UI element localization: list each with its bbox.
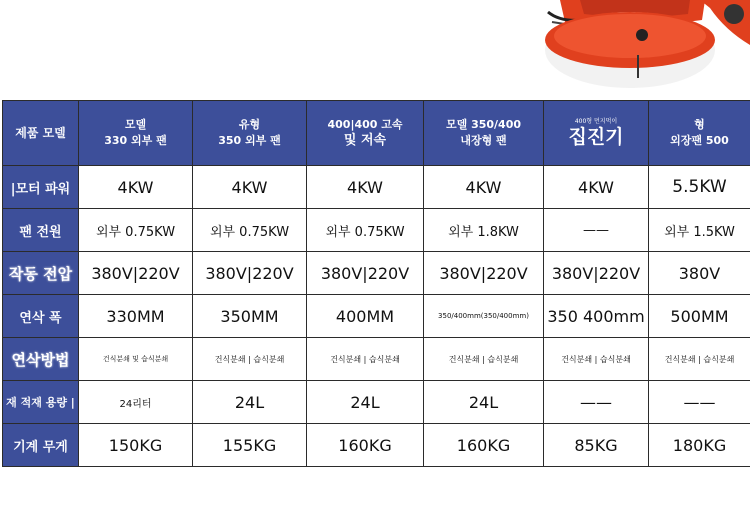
header-col-4-line2: 내장형 팬 xyxy=(460,134,507,147)
cell: 180KG xyxy=(649,424,750,467)
header-col-2-line2: 350 외부 팬 xyxy=(218,134,281,147)
cell: 160KG xyxy=(307,424,424,467)
header-col-4-line1: 모델 350/400 xyxy=(445,118,522,131)
header-corner: 제품 모델 xyxy=(3,101,79,166)
header-col-6-line1: 형 xyxy=(694,118,705,131)
spec-table xyxy=(2,100,750,467)
cell: 24L xyxy=(424,381,544,424)
header-col-4 xyxy=(424,101,544,166)
row-label-grinding-method: 연삭방법 xyxy=(3,338,79,381)
header-col-5 xyxy=(544,101,649,166)
row-grinding-method xyxy=(3,338,750,381)
header-col-6 xyxy=(649,101,750,166)
cell: —— xyxy=(649,381,750,424)
header-col-1 xyxy=(79,101,193,166)
row-fan-power xyxy=(3,209,750,252)
cell: 350 400mm xyxy=(544,295,649,338)
row-voltage xyxy=(3,252,750,295)
cell: 380V xyxy=(649,252,750,295)
header-col-3-line1: 400|400 고속 xyxy=(327,118,403,131)
cell: 150KG xyxy=(79,424,193,467)
cell: 24리터 xyxy=(79,381,193,424)
row-label-grinding-width: 연삭 폭 xyxy=(3,295,79,338)
header-col-5-line1: 400형 먼지먹이 xyxy=(574,118,618,125)
row-label-voltage: 작동 전압 xyxy=(3,252,79,295)
cell: 5.5KW xyxy=(649,166,750,209)
row-motor-power xyxy=(3,166,750,209)
header-col-1-line1: 모델 xyxy=(124,118,147,131)
cell: 외부 1.8KW xyxy=(424,209,544,252)
header-col-1-line2: 330 외부 팬 xyxy=(104,134,167,147)
row-load-capacity xyxy=(3,381,750,424)
cell: 160KG xyxy=(424,424,544,467)
row-label-machine-weight: 기계 무게 xyxy=(3,424,79,467)
cell: 외부 0.75KW xyxy=(193,209,307,252)
row-label-load-capacity: 재 적재 용량 | xyxy=(3,381,79,424)
row-machine-weight xyxy=(3,424,750,467)
cell: 380V|220V xyxy=(424,252,544,295)
cell: 350MM xyxy=(193,295,307,338)
header-col-2-line1: 유형 xyxy=(238,118,261,131)
header-row xyxy=(3,101,750,166)
header-col-5-line2: 집진기 xyxy=(568,126,624,148)
cell: 400MM xyxy=(307,295,424,338)
cell: 건식분쇄 | 습식분쇄 xyxy=(544,338,649,381)
cell: —— xyxy=(544,209,649,252)
cell: 4KW xyxy=(307,166,424,209)
cell: 380V|220V xyxy=(193,252,307,295)
row-grinding-width xyxy=(3,295,750,338)
cell: 24L xyxy=(307,381,424,424)
cell: 350/400mm(350/400mm) xyxy=(424,295,544,338)
grinder-machine-photo xyxy=(520,0,750,95)
cell: 건식분쇄 | 습식분쇄 xyxy=(424,338,544,381)
cell: 외부 1.5KW xyxy=(649,209,750,252)
cell: 380V|220V xyxy=(544,252,649,295)
header-col-3 xyxy=(307,101,424,166)
cell: 건식분쇄 | 습식분쇄 xyxy=(649,338,750,381)
cell: 4KW xyxy=(544,166,649,209)
header-col-6-line2: 외장팬 500 xyxy=(670,134,729,147)
cell: 500MM xyxy=(649,295,750,338)
cell: 380V|220V xyxy=(79,252,193,295)
cell: 건식분쇄 | 습식분쇄 xyxy=(193,338,307,381)
cell: 건식분쇄 및 습식분쇄 xyxy=(79,338,193,381)
cell: 380V|220V xyxy=(307,252,424,295)
cell: 외부 0.75KW xyxy=(79,209,193,252)
cell: 330MM xyxy=(79,295,193,338)
cell: —— xyxy=(544,381,649,424)
cell: 24L xyxy=(193,381,307,424)
cell: 외부 0.75KW xyxy=(307,209,424,252)
cell: 4KW xyxy=(424,166,544,209)
cell: 4KW xyxy=(193,166,307,209)
header-col-2 xyxy=(193,101,307,166)
row-label-fan-power: 팬 전원 xyxy=(3,209,79,252)
cell: 4KW xyxy=(79,166,193,209)
row-label-motor-power: |모터 파워 xyxy=(3,166,79,209)
cell: 85KG xyxy=(544,424,649,467)
cell: 건식분쇄 | 습식분쇄 xyxy=(307,338,424,381)
header-col-3-line2: 및 저속 xyxy=(343,133,387,148)
cell: 155KG xyxy=(193,424,307,467)
